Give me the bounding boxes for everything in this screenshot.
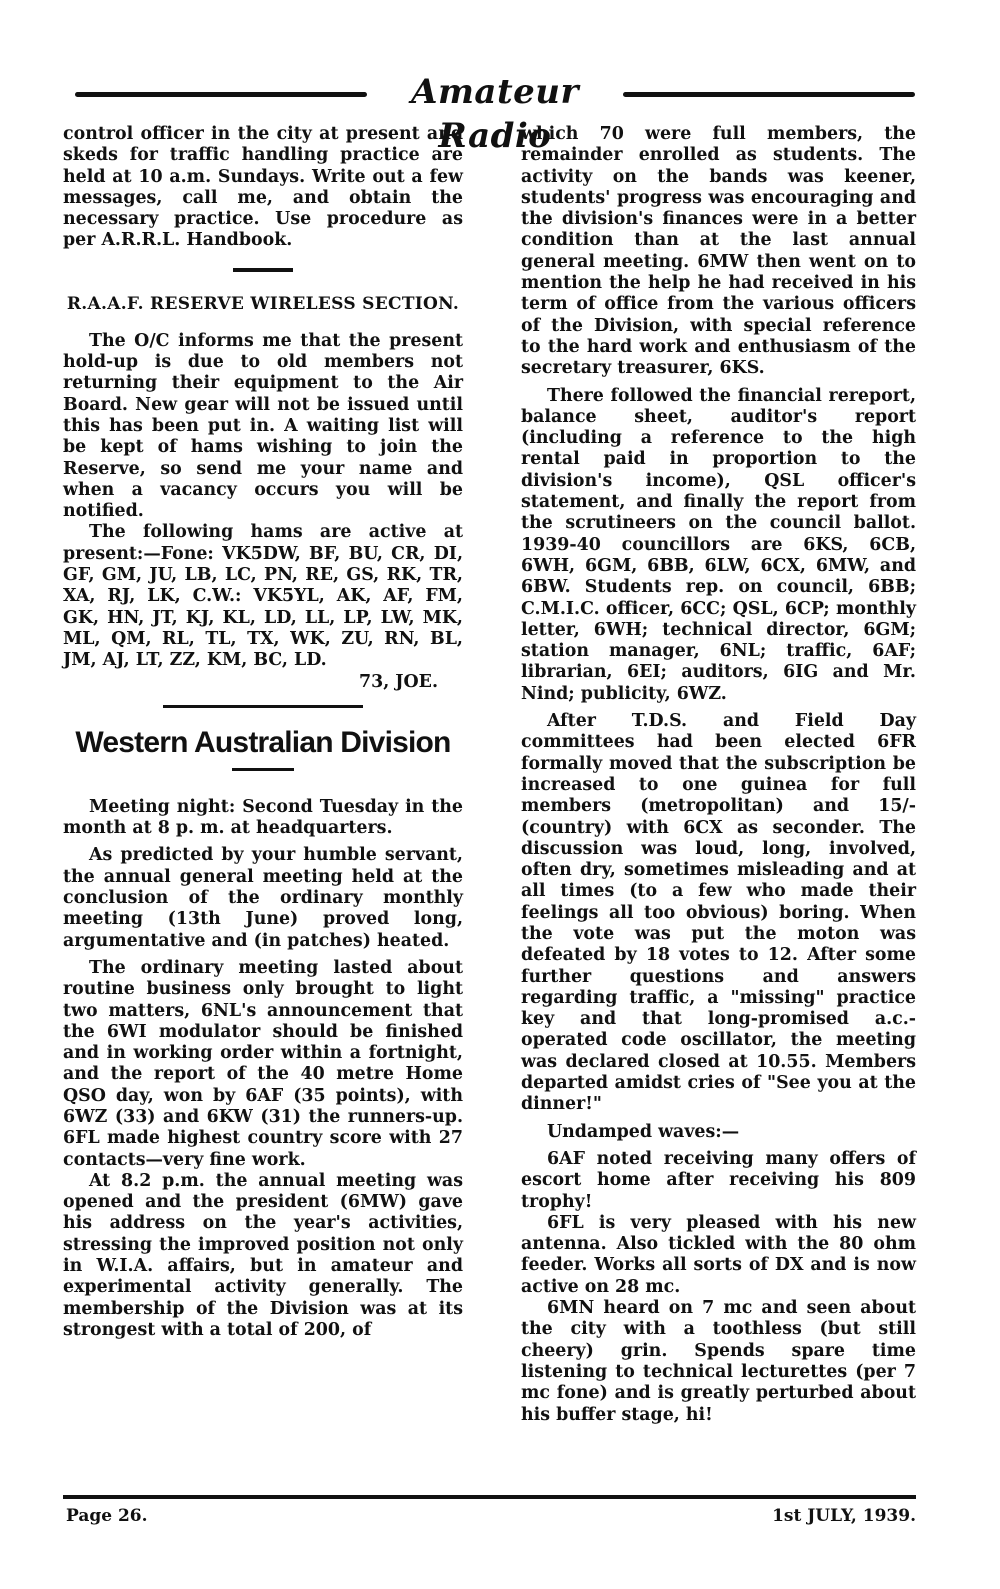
wa-paragraph: At 8.2 p.m. the annual meeting was opened and the president (6MW) gave his address on the year's activities, stressing the improved position not only in W.I.A. affairs, but in amateur and experimental activity generally. The membership of the Division was at its strongest with a total of 200, of (63, 1170, 463, 1340)
division-title: Western Australian Division (75, 725, 451, 759)
right-paragraph: After T.D.S. and Field Day committees had been elected 6FR formally moved that the subscription be increased to one guinea for full members (metropolitan) and 15/- (country) with 6CX as seconder. The discussion was loud, long, involved, often dry, sometimes misleading and at all times (to a few who made their feelings all too obvious) boring. When the vote was put the moton was defeated by 18 votes to 12. After some further questions and answers regarding traffic, a "missing" practice key and that long-promised a.c.-operated code oscillator, the meeting was declared closed at 10.55. Members departed amidst cries of "See you at the dinner!" (521, 711, 916, 1115)
raaf-section-heading: R.A.A.F. RESERVE WIRELESS SECTION. (66, 293, 460, 314)
raaf-paragraph: The O/C informs me that the present hold-up is due to old members not returning their equipment to the Air Board. New gear will not be issued until this has been put in. A waiting list will be kept of hams wishing to join the Reserve, so send me your name and when a vacancy occurs you will be notified. (63, 330, 463, 522)
right-column (521, 124, 916, 1426)
intro-paragraph: control officer in the city at present and skeds for traffic handling practice are held at 10 a.m. Sundays. Write out a few messages, call me, and obtain the necessary practice. Use procedure as per A.R.R.L. Handbook. (63, 124, 463, 251)
footer-rule (63, 1495, 916, 1499)
wa-paragraph: The ordinary meeting lasted about routine business only brought to light two matters, 6NL's announcement that the 6WI modulator should be finished and in working order within a fortnight, and the report of the 40 metre Home QSO day, won by 6AF (35 points), with 6WZ (33) and 6KW (31) the runners-up. 6FL made highest country score with 27 contacts—very fine work. (63, 957, 463, 1170)
wa-paragraph: As predicted by your humble servant, the annual general meeting held at the conclusion of the ordinary monthly meeting (13th June) proved long, argumentative and (in patches) heated. (63, 845, 463, 951)
title-underline (232, 768, 294, 771)
section-divider (233, 268, 293, 272)
right-paragraph: which 70 were full members, the remainder enrolled as students. The activity on the bands was keener, students' progress was encouraging and the division's finances were in a better condition than at the last annual general meeting. 6MW then went on to mention the help he had received in his term of office from the various officers of the Division, with special reference to the hard work and enthusiasm of the secretary treasurer, 6KS. (521, 124, 916, 379)
right-paragraph: 6AF noted receiving many offers of escort home after receiving his 809 trophy! (521, 1148, 916, 1212)
right-paragraph: 6FL is very pleased with his new antenna. Also tickled with the 80 ohm feeder. Works all sorts of DX and is now active on 28 mc. (521, 1212, 916, 1297)
signoff: 73, JOE. (359, 671, 438, 692)
page-number: Page 26. (66, 1506, 148, 1526)
issue-date: 1st JULY, 1939. (772, 1506, 916, 1526)
raaf-paragraph: The following hams are active at present:—Fone: VK5DW, BF, BU, CR, DI, GF, GM, JU, LB, LC, PN, RE, GS, RK, TR, XA, RJ, LK, C.W.: VK5YL, AK, AF, FM, GK, HN, JT, KJ, KL, LD, LL, LP, LW, MK, ML, QM, RL, TL, TX, WK, ZU, RN, BL, JM, AJ, LT, ZZ, KM, BC, LD. (63, 522, 463, 671)
undamped-waves-heading: Undamped waves:— (547, 1121, 740, 1142)
masthead-title: Amateur Radio (411, 72, 579, 156)
masthead-rule-left (75, 92, 367, 97)
masthead (75, 70, 915, 156)
division-divider (163, 705, 363, 708)
right-paragraph: There followed the financial rereport, balance sheet, auditor's report (including a reference to the high rental paid in proportion to the division's income), QSL officer's statement, and finally the report from the scrutineers on the council ballot. 1939-40 councillors are 6KS, 6CB, 6WH, 6GM, 6BB, 6LW, 6CX, 6MW, and 6BW. Students rep. on council, 6BB; C.M.I.C. officer, 6CC; QSL, 6CP; monthly letter, 6WH; technical director, 6GM; station manager, 6NL; traffic, 6AF; librarian, 6EI; auditors, 6IG and Mr. Nind; publicity, 6WZ. (521, 385, 916, 704)
masthead-rule-right (623, 92, 915, 97)
right-paragraph: 6MN heard on 7 mc and seen about the city with a toothless (but still cheery) grin. Spends spare time listening to technical lecturettes (per 7 mc fone) and is greatly perturbed about his buffer stage, hi! (521, 1298, 916, 1425)
wa-paragraph: Meeting night: Second Tuesday in the month at 8 p. m. at headquarters. (63, 796, 463, 839)
left-column (63, 124, 463, 1341)
